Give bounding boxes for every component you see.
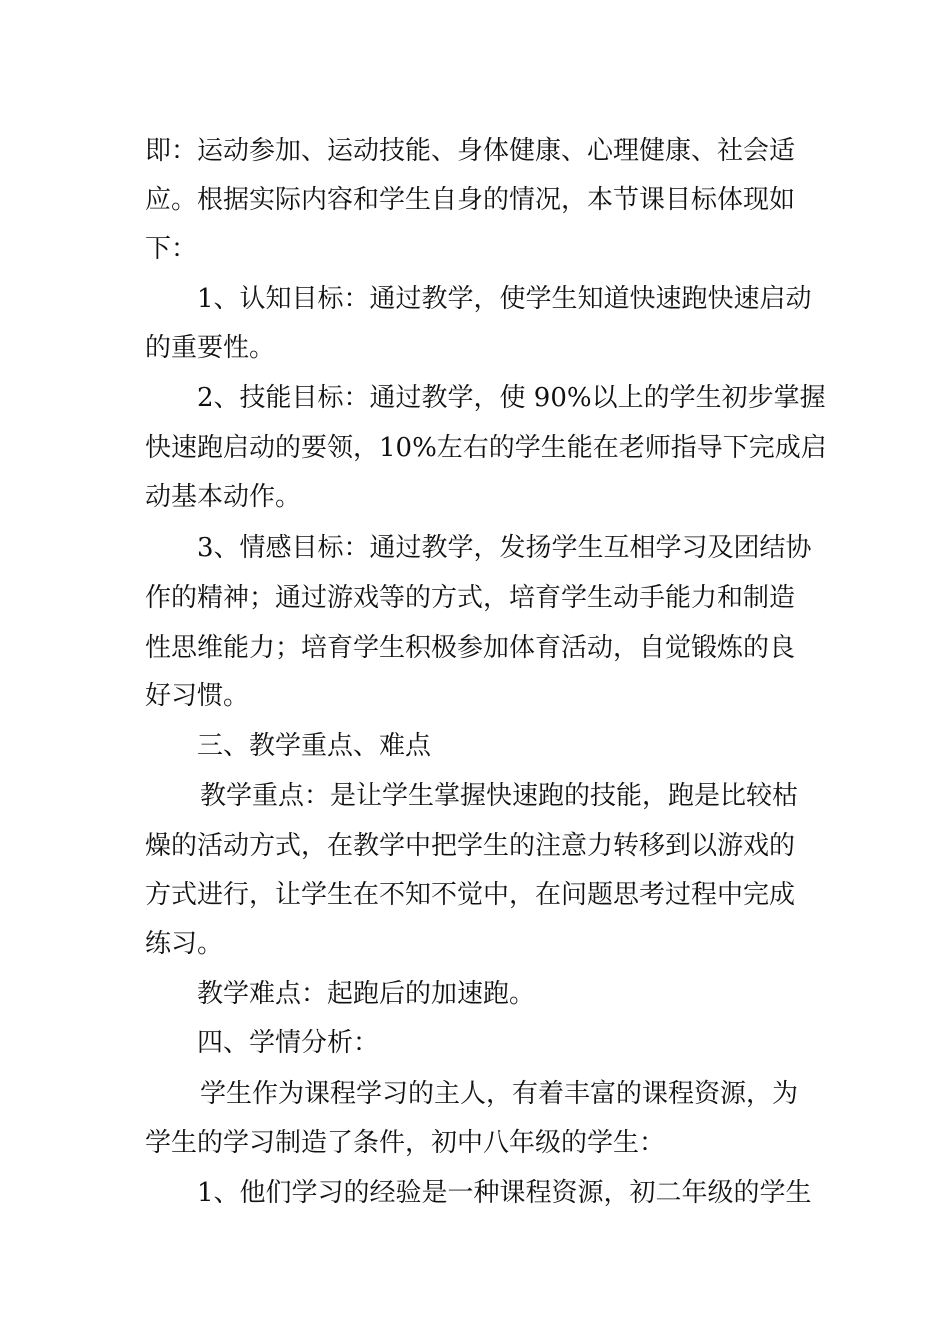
text-line: 好习惯。 bbox=[145, 681, 250, 711]
text-line: 学生的学习制造了条件，初中八年级的学生： bbox=[145, 1128, 666, 1158]
text-line: 快速跑启动的要领，10%左右的学生能在老师指导下完成启 bbox=[145, 433, 827, 463]
text-line: 2、技能目标：通过教学，使 90%以上的学生初步掌握 bbox=[197, 383, 826, 413]
text-line: 教学难点：起跑后的加速跑。 bbox=[197, 979, 536, 1009]
text-line: 练习。 bbox=[145, 929, 224, 959]
text-line: 应。根据实际内容和学生自身的情况，本节课目标体现如 bbox=[145, 185, 796, 215]
text-line: 1、他们学习的经验是一种课程资源，初二年级的学生 bbox=[197, 1178, 812, 1208]
text-line: 下： bbox=[145, 234, 198, 264]
text-line: 教学重点：是让学生掌握快速跑的技能，跑是比较枯 bbox=[200, 781, 799, 811]
text-line: 即：运动参加、运动技能、身体健康、心理健康、社会适 bbox=[145, 136, 796, 166]
text-line: 方式进行，让学生在不知不觉中，在问题思考过程中完成 bbox=[145, 880, 796, 910]
text-line: 燥的活动方式，在教学中把学生的注意力转移到以游戏的 bbox=[145, 831, 796, 861]
section-heading: 三、教学重点、难点 bbox=[197, 731, 432, 761]
text-line: 性思维能力；培育学生积极参加体育活动，自觉锻炼的良 bbox=[145, 633, 796, 663]
text-line: 3、情感目标：通过教学，发扬学生互相学习及团结协 bbox=[197, 533, 812, 563]
section-heading: 四、学情分析： bbox=[197, 1028, 380, 1058]
text-line: 1、认知目标：通过教学，使学生知道快速跑快速启动 bbox=[197, 284, 812, 314]
text-line: 学生作为课程学习的主人，有着丰富的课程资源，为 bbox=[200, 1079, 799, 1109]
text-line: 动基本动作。 bbox=[145, 482, 302, 512]
text-line: 的重要性。 bbox=[145, 333, 276, 363]
text-line: 作的精神；通过游戏等的方式，培育学生动手能力和制造 bbox=[145, 583, 796, 613]
